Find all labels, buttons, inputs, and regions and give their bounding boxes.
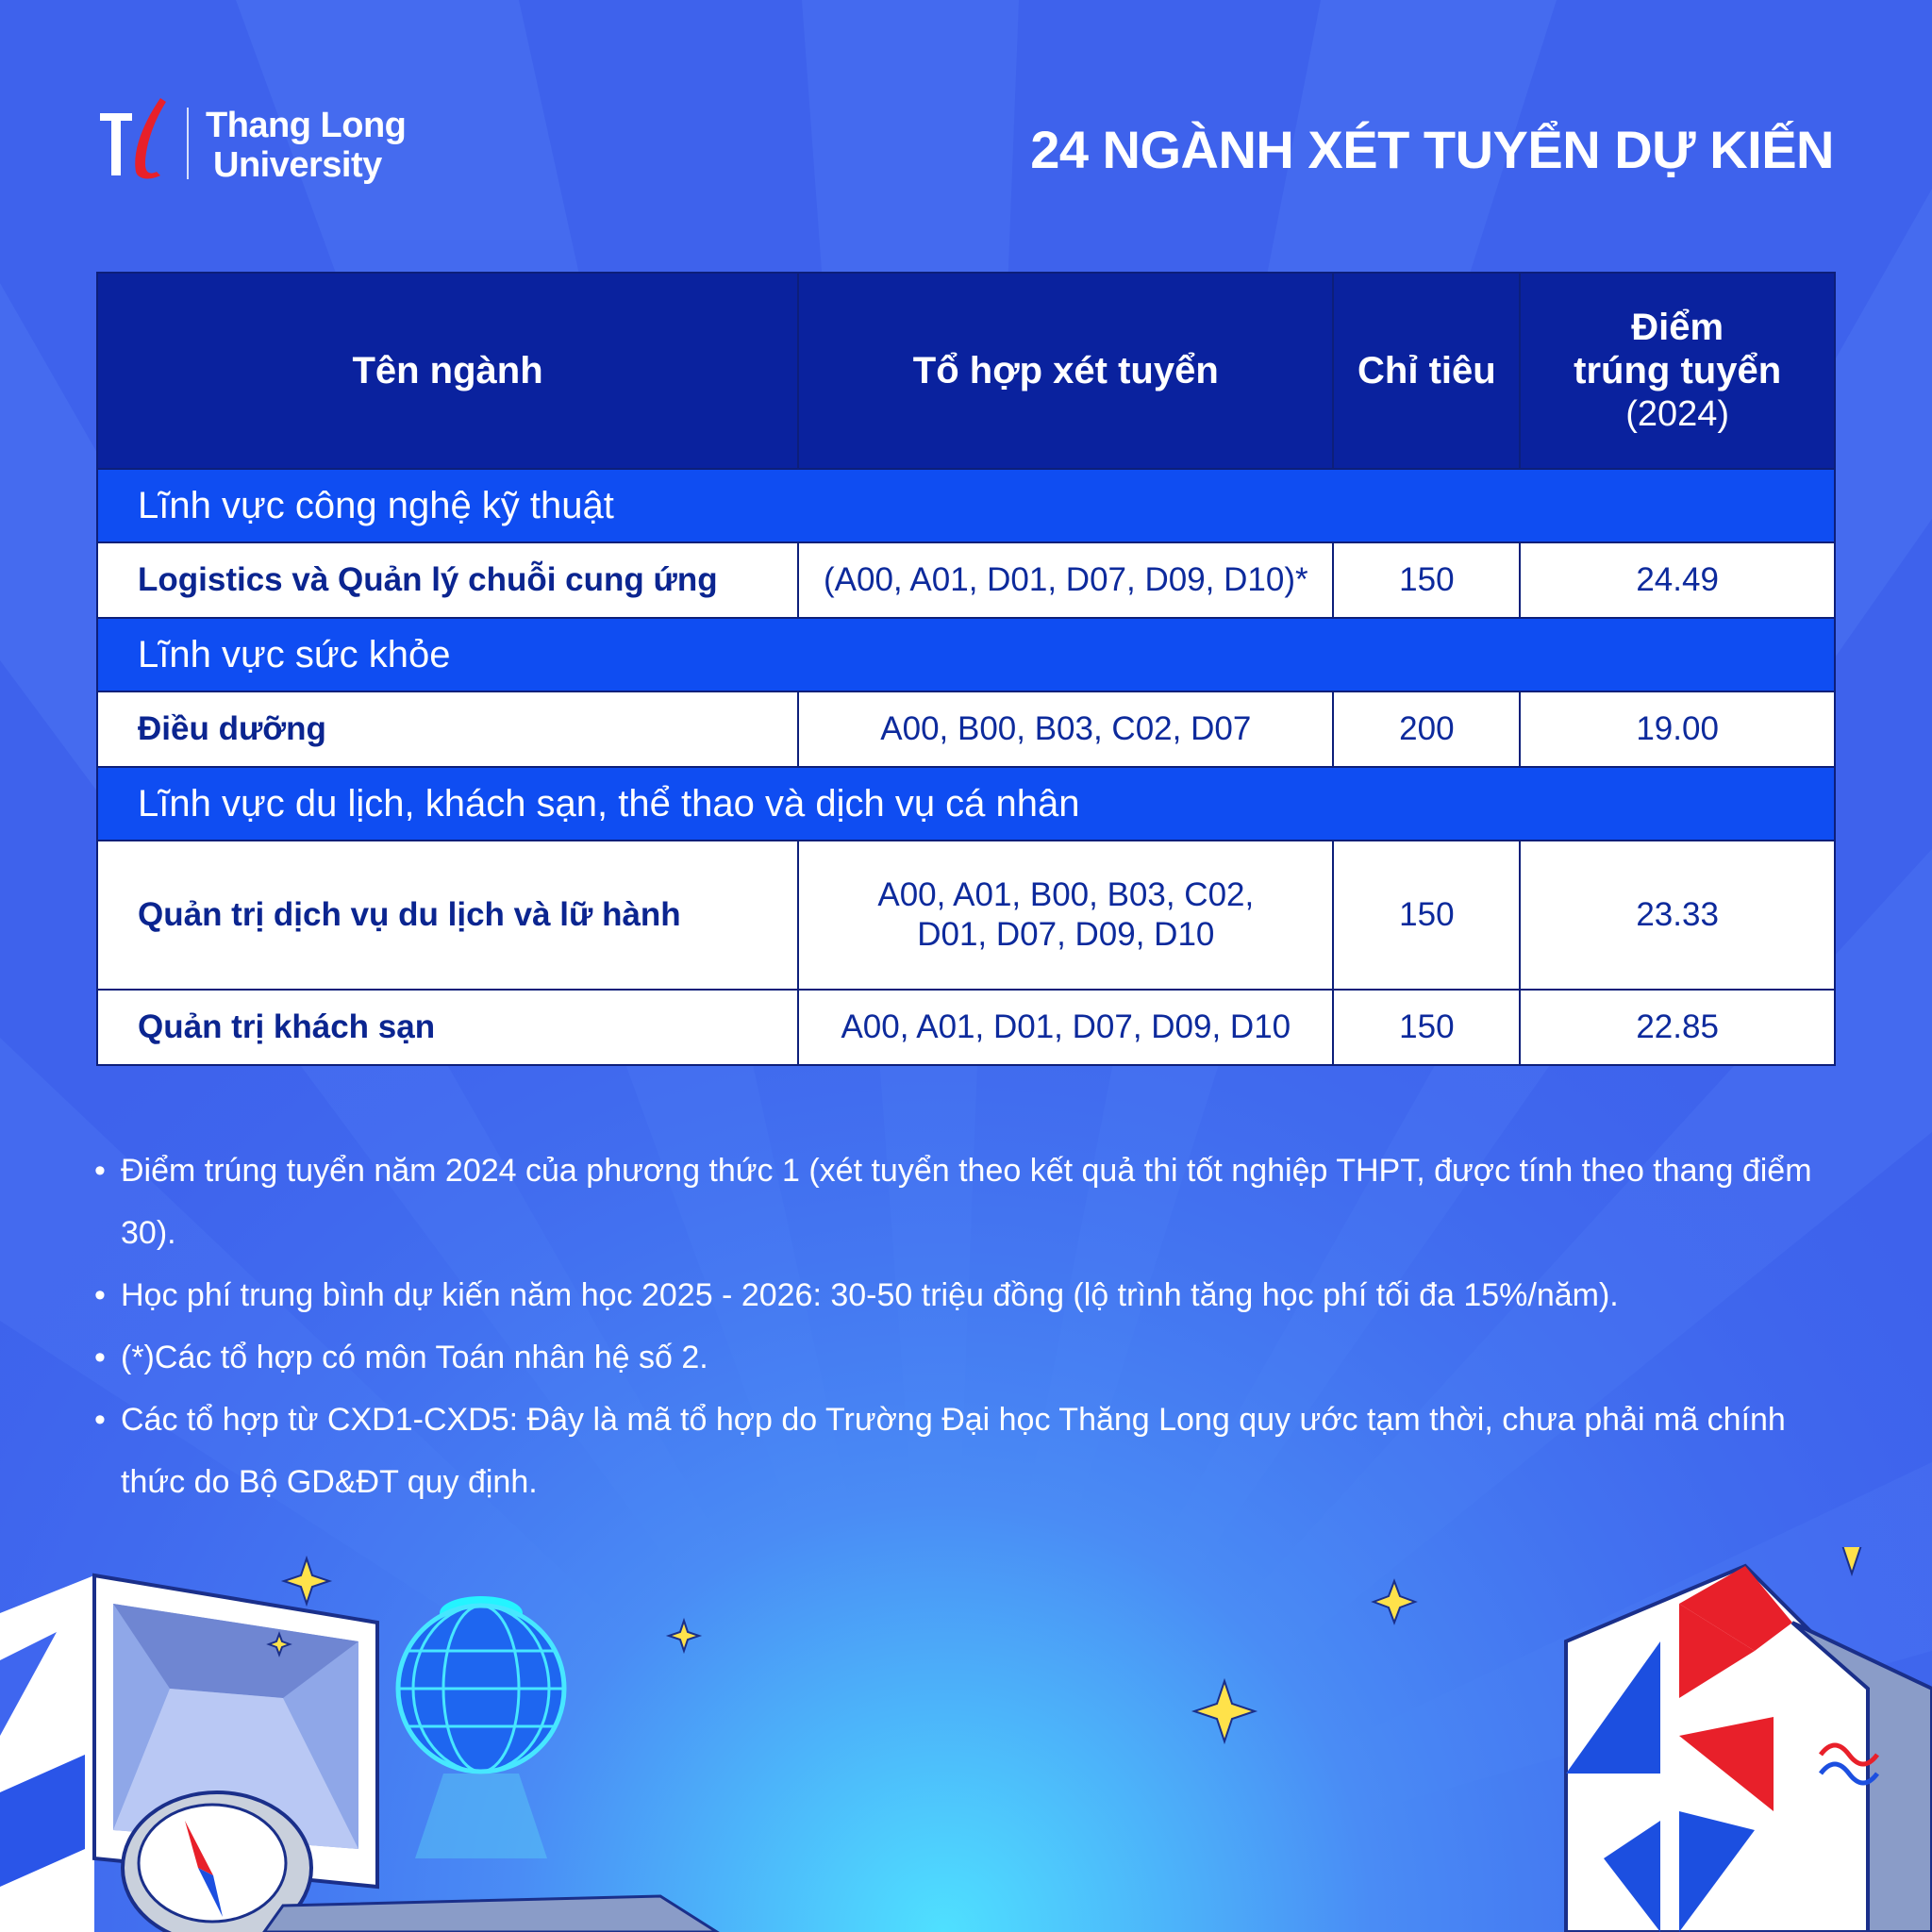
header-score xyxy=(1520,273,1835,469)
note-item: • Học phí trung bình dự kiến năm học 2025 - 2026: 30-50 triệu đồng (lộ trình tăng học phí tối đa 15%/năm). xyxy=(94,1264,1849,1326)
brand-name xyxy=(206,106,406,185)
major-name: Quản trị khách sạn xyxy=(97,990,798,1065)
page-title: 24 NGÀNH XÉT TUYỂN DỰ KIẾN xyxy=(1030,120,1834,179)
major-quota: 150 xyxy=(1333,542,1520,618)
major-name: Quản trị dịch vụ du lịch và lữ hành xyxy=(97,841,798,990)
table-row xyxy=(97,990,1835,1065)
major-combo-line1: A00, A01, B00, B03, C02, xyxy=(877,876,1255,913)
major-quota: 150 xyxy=(1333,841,1520,990)
category-label: Lĩnh vực công nghệ kỹ thuật xyxy=(97,469,1835,542)
header-name: Tên ngành xyxy=(97,273,798,469)
category-row xyxy=(97,469,1835,542)
header-score-year: (2024) xyxy=(1625,394,1730,434)
header-quota: Chỉ tiêu xyxy=(1333,273,1520,469)
major-combo xyxy=(798,841,1333,990)
major-quota: 150 xyxy=(1333,990,1520,1065)
note-item: • Điểm trúng tuyển năm 2024 của phương thức 1 (xét tuyển theo kết quả thi tốt nghiệp THPT, được tính theo thang điểm 30). xyxy=(94,1140,1849,1264)
major-combo-line2: D01, D07, D09, D10 xyxy=(917,916,1215,953)
globe-icon xyxy=(398,1596,564,1858)
major-combo: A00, B00, B03, C02, D07 xyxy=(798,691,1333,767)
major-name: Logistics và Quản lý chuỗi cung ứng xyxy=(97,542,798,618)
brand-line2: University xyxy=(213,145,382,185)
table-header-row xyxy=(97,273,1835,469)
note-item: • Các tổ hợp từ CXD1-CXD5: Đây là mã tổ hợp do Trường Đại học Thăng Long quy ước tạm thời, chưa phải mã chính thức do Bộ GD&ĐT quy định. xyxy=(94,1389,1849,1513)
brand-line1: Thang Long xyxy=(206,106,407,145)
major-quota: 200 xyxy=(1333,691,1520,767)
major-combo: A00, A01, D01, D07, D09, D10 xyxy=(798,990,1333,1065)
decorative-illustration xyxy=(0,1547,1932,1932)
sparkle-icons-right xyxy=(1814,1547,1890,1574)
major-score: 23.33 xyxy=(1520,841,1835,990)
category-row xyxy=(97,767,1835,841)
note-item: • (*)Các tổ hợp có môn Toán nhân hệ số 2. xyxy=(94,1326,1849,1389)
majors-table xyxy=(96,272,1836,1066)
table-row xyxy=(97,841,1835,990)
table-row xyxy=(97,691,1835,767)
category-row xyxy=(97,618,1835,691)
major-score: 22.85 xyxy=(1520,990,1835,1065)
header-score-line1: Điểm xyxy=(1631,307,1724,348)
header-score-line2: trúng tuyển xyxy=(1574,350,1782,391)
table-row xyxy=(97,542,1835,618)
major-score: 19.00 xyxy=(1520,691,1835,767)
major-score: 24.49 xyxy=(1520,542,1835,618)
major-combo: (A00, A01, D01, D07, D09, D10)* xyxy=(798,542,1333,618)
major-name: Điều dưỡng xyxy=(97,691,798,767)
header-combo: Tổ hợp xét tuyển xyxy=(798,273,1333,469)
cube-illustration-right xyxy=(1566,1566,1932,1932)
category-label: Lĩnh vực sức khỏe xyxy=(97,618,1835,691)
notes-list xyxy=(94,1140,1849,1513)
category-label: Lĩnh vực du lịch, khách sạn, thể thao và dịch vụ cá nhân xyxy=(97,767,1835,841)
